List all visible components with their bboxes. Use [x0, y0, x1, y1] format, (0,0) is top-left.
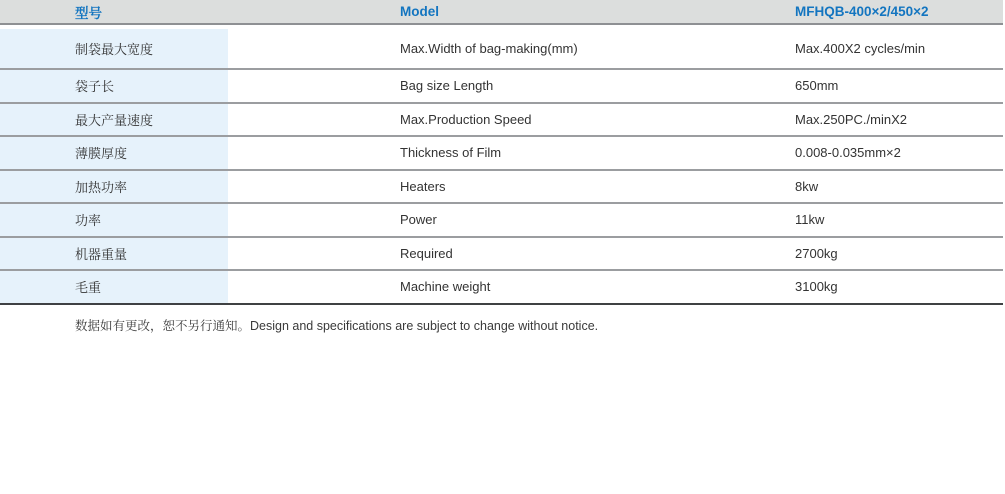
spec-value: 650mm [795, 78, 839, 94]
spec-label-en: Power [400, 212, 437, 228]
spec-label-cn: 毛重 [75, 280, 102, 296]
spec-cell-en [228, 137, 795, 169]
spec-cell-value [795, 70, 1003, 102]
spec-cell-en [228, 29, 795, 68]
spec-label-en: Thickness of Film [400, 145, 502, 161]
spec-cell-value [795, 137, 1003, 169]
spec-value: 8kw [795, 178, 819, 194]
footnote: 数据如有更改，恕不另行通知。Design and specifications are subject to change without notice. [75, 318, 599, 333]
spec-cell-en [228, 171, 795, 203]
spec-value: 11kw [795, 212, 825, 228]
table-row [0, 238, 1003, 272]
header-cell-en [228, 0, 795, 23]
table-row [0, 171, 1003, 205]
header-cell-model [795, 0, 1003, 23]
table-row [0, 29, 1003, 70]
spec-cell-cn [0, 271, 228, 303]
spec-label-cn: 袋子长 [75, 79, 115, 95]
header-label-cn: 型号 [75, 5, 102, 21]
spec-value: 0.008-0.035mm×2 [795, 145, 901, 161]
table-row [0, 271, 1003, 305]
spec-label-en: Max.Width of bag-making(mm) [400, 41, 578, 56]
spec-label-cn: 加热功率 [75, 179, 128, 195]
spec-value: Max.250PC./minX2 [795, 111, 907, 127]
spec-label-en: Max.Production Speed [400, 111, 532, 127]
spec-cell-cn [0, 171, 228, 203]
table-body [0, 29, 1003, 305]
table-row [0, 70, 1003, 104]
spec-label-cn: 最大产量速度 [75, 112, 154, 128]
spec-cell-en [228, 271, 795, 303]
spec-cell-value [795, 171, 1003, 203]
spec-cell-cn [0, 204, 228, 236]
spec-cell-value [795, 204, 1003, 236]
header-model-number: MFHQB-400×2/450×2 [795, 4, 929, 19]
spec-label-cn: 薄膜厚度 [75, 146, 128, 162]
spec-label-cn: 功率 [75, 213, 102, 229]
spec-cell-value [795, 29, 1003, 68]
spec-cell-value [795, 104, 1003, 136]
spec-cell-value [795, 271, 1003, 303]
spec-cell-cn [0, 238, 228, 270]
spec-cell-value [795, 238, 1003, 270]
spec-cell-en [228, 104, 795, 136]
spec-label-cn: 机器重量 [75, 246, 128, 262]
table-header-row [0, 0, 1003, 25]
table-row [0, 137, 1003, 171]
spec-label-cn: 制袋最大宽度 [75, 42, 154, 57]
header-cell-cn [0, 0, 228, 23]
spec-label-en: Heaters [400, 178, 446, 194]
spec-cell-cn [0, 104, 228, 136]
spec-cell-en [228, 204, 795, 236]
spec-cell-cn [0, 137, 228, 169]
header-label-en: Model [400, 4, 439, 19]
table-row [0, 204, 1003, 238]
spec-label-en: Required [400, 245, 453, 261]
spec-label-en: Bag size Length [400, 78, 494, 94]
spec-cell-cn [0, 70, 228, 102]
spec-cell-cn [0, 29, 228, 68]
spec-cell-en [228, 70, 795, 102]
table-row [0, 104, 1003, 138]
spec-cell-en [228, 238, 795, 270]
spec-value: Max.400X2 cycles/min [795, 41, 926, 56]
spec-value: 3100kg [795, 279, 838, 295]
spec-label-en: Machine weight [400, 279, 491, 295]
spec-value: 2700kg [795, 245, 838, 261]
